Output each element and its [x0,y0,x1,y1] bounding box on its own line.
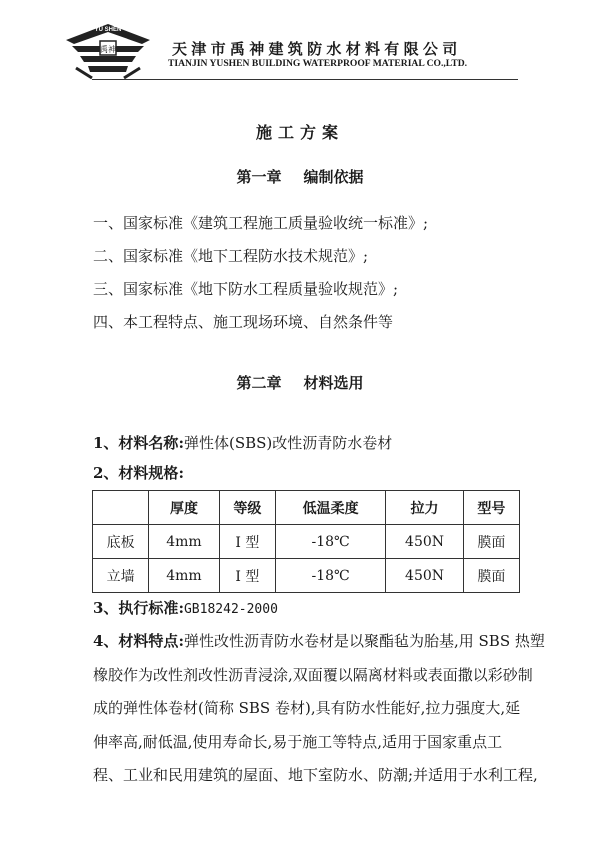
table-cell: 底板 [93,525,149,559]
spec-table [92,490,520,593]
chapter-1-heading [0,166,600,187]
table-cell: I 型 [219,525,275,559]
feature-line: 伸率高,耐低温,使用寿命长,易于施工等特点,适用于国家重点工 [93,732,503,751]
material-spec-label: 2、材料规格: [93,464,184,482]
company-name-en: TIANJIN YUSHEN BUILDING WATERPROOF MATERIAL CO.,LTD. [168,58,468,69]
document-title: 施工方案 [255,123,344,142]
table-cell: 立墙 [93,559,149,593]
table-header-row [93,491,520,525]
feature-line: 成的弹性体卷材(简称 SBS 卷材),具有防水性能好,拉力强度大,延 [93,699,521,717]
material-name [93,432,392,453]
basis-item: 四、本工程特点、施工现场环境、自然条件等 [93,313,394,331]
table-header-cell [93,491,149,525]
execution-standard [93,597,278,618]
standard-label: 3、执行标准: [93,599,184,617]
table-header-cell: 等级 [219,491,275,525]
chapter-1-number: 第一章 [236,168,282,186]
feature-line: 程、工业和民用建筑的屋面、地下室防水、防潮;并适用于水利工程, [93,766,538,784]
chapter-2-title: 材料选用 [303,374,364,392]
standard-value: GB18242-2000 [183,602,278,617]
table-cell: -18℃ [275,559,385,593]
table-header-cell: 低温柔度 [275,491,385,525]
table-cell: -18℃ [275,525,385,559]
header-divider [92,79,518,80]
material-name-value: 弹性体(SBS)改性沥青防水卷材 [183,434,393,452]
table-cell: 膜面 [463,525,519,559]
table-header-cell: 厚度 [149,491,220,525]
chapter-2-heading [0,372,600,393]
feature-text: 弹性改性沥青防水卷材是以聚酯毡为胎基,用 SBS 热塑 [183,632,545,650]
basis-item: 二、国家标准《地下工程防水技术规范》; [93,247,369,265]
features-label: 4、材料特点: [93,632,184,650]
basis-item: 三、国家标准《地下防水工程质量验收规范》; [93,280,399,298]
table-row [93,525,520,559]
table-cell: I 型 [219,559,275,593]
table-cell: 450N [386,525,463,559]
chapter-1-title: 编制依据 [303,168,364,186]
material-spec [93,462,184,483]
company-name-cn: 天津市禹神建筑防水材料有限公司 [172,40,462,58]
table-cell: 450N [386,559,463,593]
table-header-cell: 拉力 [386,491,463,525]
chapter-2-number: 第二章 [236,374,282,392]
material-name-label: 1、材料名称: [93,434,184,452]
table-row [93,559,520,593]
table-header-cell: 型号 [463,491,519,525]
logo-seal: 禹神 [100,45,116,54]
basis-item: 一、国家标准《建筑工程施工质量验收统一标准》; [93,214,429,232]
company-logo [62,22,154,80]
table-cell: 4mm [149,525,220,559]
logo-text: YU SHEN [94,27,122,33]
feature-line [93,625,545,659]
feature-line: 橡胶作为改性剂改性沥青浸涂,双面覆以隔离材料或表面撒以彩砂制 [93,665,533,684]
material-features [93,625,545,793]
table-cell: 膜面 [463,559,519,593]
table-cell: 4mm [149,559,220,593]
